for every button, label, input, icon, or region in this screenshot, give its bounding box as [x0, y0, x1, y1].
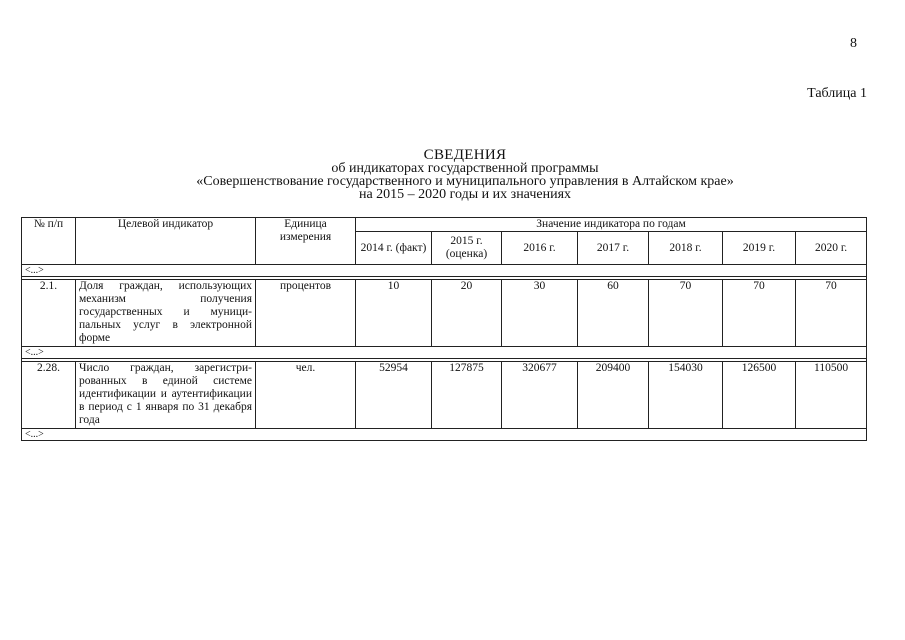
header-indicator: Целевой индикатор [76, 218, 256, 265]
row-value: 10 [356, 280, 432, 347]
row-value: 60 [578, 280, 649, 347]
header-year: 2018 г. [649, 232, 723, 265]
heading-subtitle-2: «Совершенствование государственного и муниципального управления в Алтайском крае» [196, 174, 734, 189]
heading-title: СВЕДЕНИЯ [423, 147, 507, 163]
row-value: 70 [723, 280, 796, 347]
ellipsis-row: <...> [22, 347, 867, 359]
header-year: 2017 г. [578, 232, 649, 265]
header-year: 2020 г. [796, 232, 867, 265]
ellipsis-row: <...> [22, 265, 867, 277]
header-unit: Единица измерения [256, 218, 356, 265]
row-unit: процентов [256, 280, 356, 347]
header-year: 2016 г. [502, 232, 578, 265]
table-label: Таблица 1 [807, 86, 867, 101]
row-value: 52954 [356, 362, 432, 429]
row-value: 320677 [502, 362, 578, 429]
row-value: 127875 [432, 362, 502, 429]
row-num: 2.1. [22, 280, 76, 347]
page-number: 8 [850, 36, 857, 51]
document-heading [0, 149, 905, 201]
row-value: 126500 [723, 362, 796, 429]
row-value: 70 [796, 280, 867, 347]
table-row [22, 362, 867, 429]
row-value: 209400 [578, 362, 649, 429]
heading-subtitle-3: на 2015 – 2020 годы и их значениях [358, 187, 572, 202]
ellipsis-row: <...> [22, 429, 867, 441]
header-year: 2019 г. [723, 232, 796, 265]
row-indicator: Доля граждан, использующих механизм получения государственных и муниципальных услуг в электронной форме [76, 280, 256, 347]
row-value: 30 [502, 280, 578, 347]
table-row [22, 280, 867, 347]
row-value: 110500 [796, 362, 867, 429]
row-value: 154030 [649, 362, 723, 429]
row-unit: чел. [256, 362, 356, 429]
row-value: 20 [432, 280, 502, 347]
heading-subtitle-1: об индикаторах государственной программы [331, 161, 599, 176]
header-year: 2015 г. (оценка) [432, 232, 502, 265]
header-values-group: Значение индикатора по годам [356, 218, 867, 232]
row-indicator: Число граждан, зарегистрированных в единой системе идентификации и аутентификации в период с 1 января по 31 декабря года [76, 362, 256, 429]
header-num: № п/п [22, 218, 76, 265]
row-value: 70 [649, 280, 723, 347]
indicator-table [21, 217, 867, 441]
row-num: 2.28. [22, 362, 76, 429]
header-year: 2014 г. (факт) [356, 232, 432, 265]
